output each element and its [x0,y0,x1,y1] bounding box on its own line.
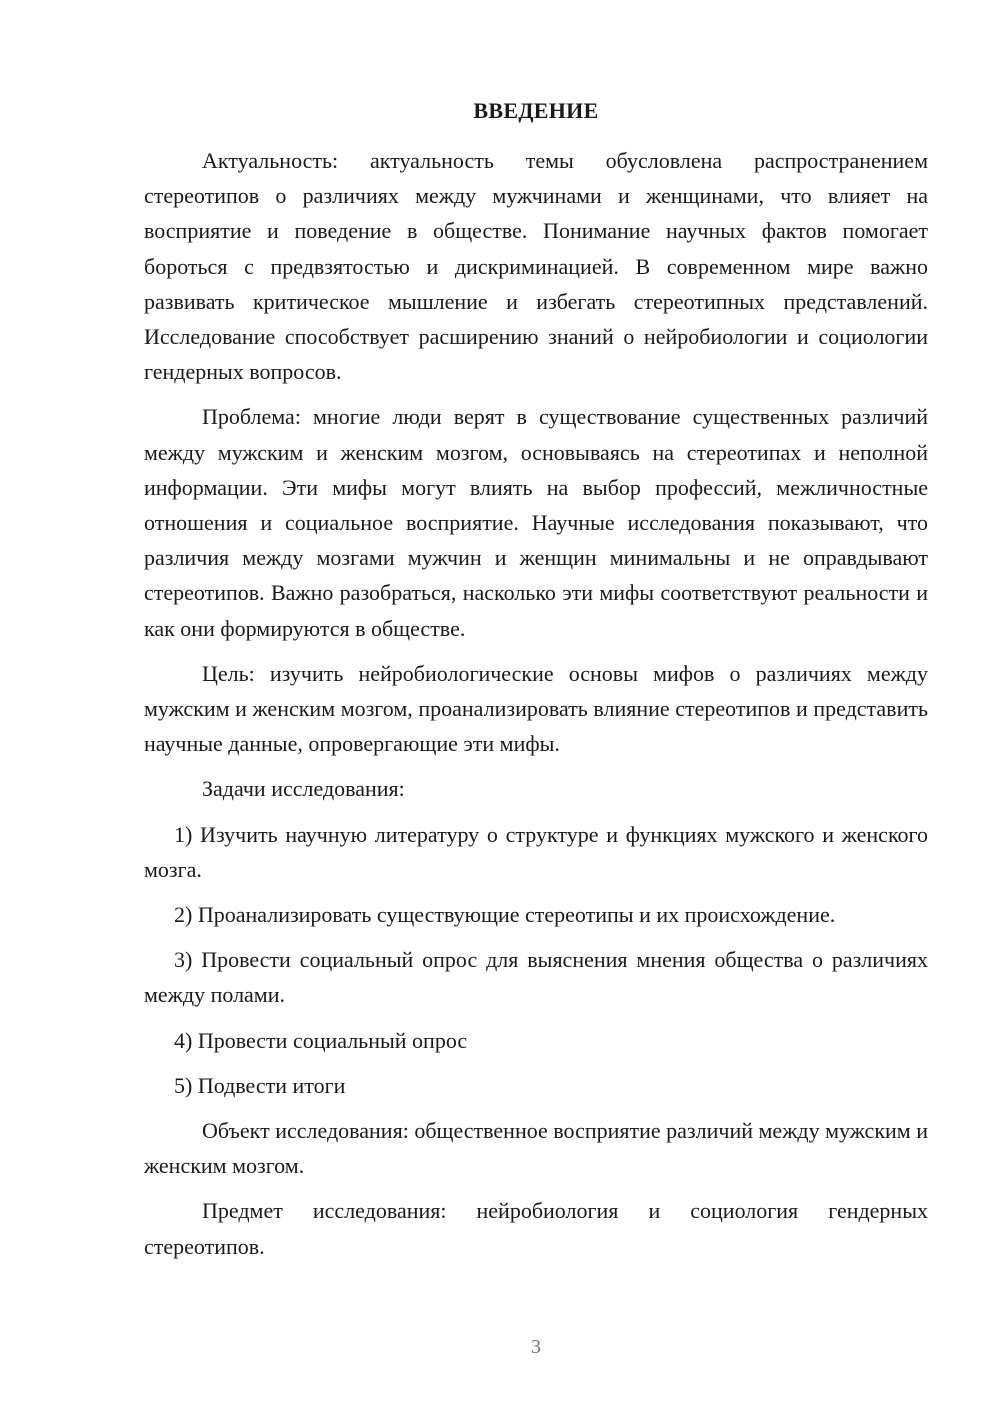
section-title: ВВЕДЕНИЕ [473,98,599,123]
page-number: 3 [531,1336,541,1358]
paragraph-relevance: Актуальность: актуальность темы обусловлена распространением стереотипов о различиях между мужчинами и женщинами, что влияет на восприятие и поведение в обществе. Понимание научных фактов помогает бороться с предвзятостью и дискриминацией. В современном мире важно развивать критическое мышление и избегать стереотипных представлений. Исследование способствует расширению знаний о нейробиологии и социологии гендерных вопросов. [144,148,928,385]
document-page [144,0,928,1414]
task-item: 3) Провести социальный опрос для выяснения мнения общества о различиях между полами. [144,947,928,1008]
paragraph-problem: Проблема: многие люди верят в существование существенных различий между мужским и женским мозгом, основываясь на стереотипах и неполной информации. Эти мифы могут влиять на выбор профессий, межличностные отношения и социальное восприятие. Научные исследования показывают, что различия между мозгами мужчин и женщин минимальны и не оправдывают стереотипов. Важно разобраться, насколько эти мифы соответствуют реальности и как они формируются в обществе. [144,404,928,641]
task-item: 4) Провести социальный опрос [174,1027,468,1053]
paragraph-goal: Цель: изучить нейробиологические основы мифов о различиях между мужским и женским мозгом, проанализировать влияние стереотипов и представить научные данные, опровергающие эти мифы. [144,660,928,757]
tasks-heading: Задачи исследования: [202,776,405,802]
paragraph-subject: Предмет исследования: нейробиология и социология гендерных стереотипов. [144,1198,928,1259]
task-item: 2) Проанализировать существующие стереотипы и их происхождение. [174,902,836,928]
task-item: 5) Подвести итоги [174,1072,346,1098]
task-item: 1) Изучить научную литературу о структуре и функциях мужского и женского мозга. [144,821,928,882]
document-body [144,143,928,1274]
paragraph-object: Объект исследования: общественное восприятие различий между мужским и женским мозгом. [144,1118,928,1179]
